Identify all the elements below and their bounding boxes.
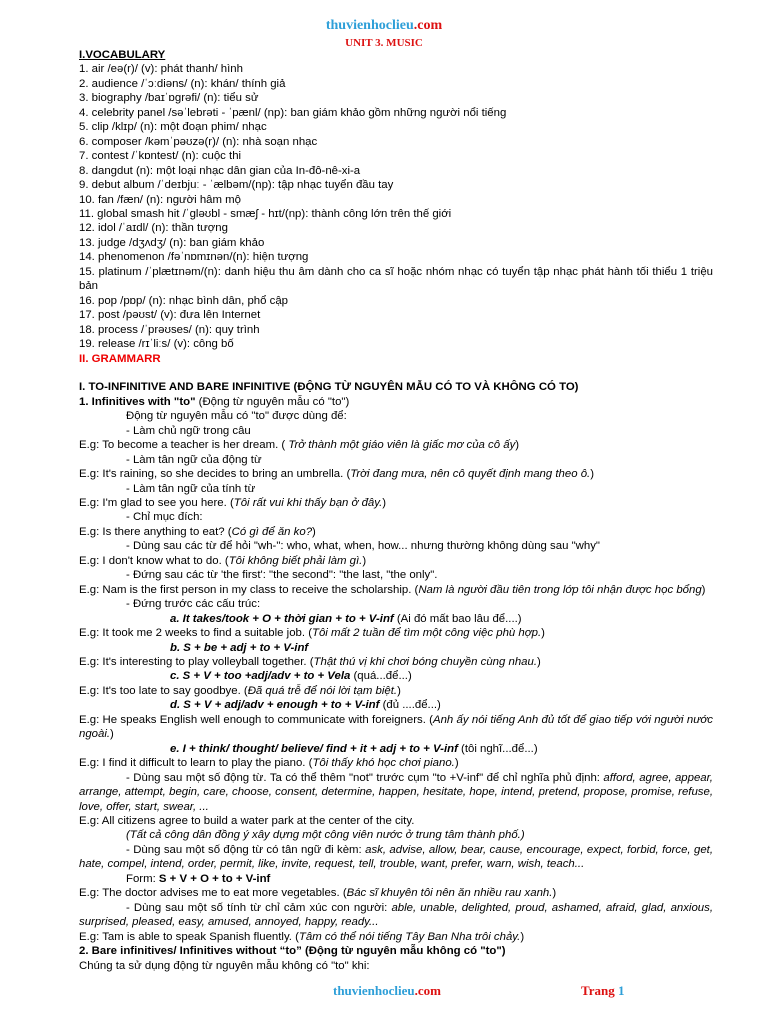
example-vi: (Tất cả công dân đồng ý xây dựng một công viên nước ở trung tâm thành phố.) <box>126 829 525 842</box>
example: E.g: The doctor advises me to eat more vegetables. (Bác sĩ khuyên tôi nên ăn nhiều rau xanh.) <box>79 887 557 900</box>
vocabulary-item: 16. pop /pɒp/ (n): nhạc bình dân, phổ cập <box>79 294 288 307</box>
formula-c <box>79 669 713 683</box>
example-en: E.g: To become a teacher is her dream. ( <box>79 439 286 452</box>
example-vi: Thật thú vị khi chơi bóng chuyền cùng nhau. <box>313 656 537 669</box>
example-vi: Tôi mất 2 tuần để tìm một công việc phù hợp. <box>312 627 542 640</box>
footer-site-name[interactable] <box>333 983 441 999</box>
usage-text: - Dùng sau một số tính từ chỉ cảm xúc con người: <box>126 901 392 914</box>
footer-site-name-tld: .com <box>414 983 441 998</box>
form-label: Form: <box>126 872 159 885</box>
example-en: E.g: I'm glad to see you here. ( <box>79 497 234 510</box>
document-body <box>79 48 713 973</box>
vocabulary-item: 3. biography /baɪˈɒgrəfi/ (n): tiểu sử <box>79 92 259 105</box>
example-en: E.g: He speaks English well enough to communicate with foreigners. ( <box>79 713 433 726</box>
example: E.g: I find it difficult to learn to play the piano. (Tôi thấy khó học chơi piano.) <box>79 757 459 770</box>
vocabulary-list <box>79 62 713 351</box>
example: E.g: He speaks English well enough to communicate with foreigners. (Anh ấy nói tiếng Anh đủ tốt để giao tiếp với người nước ngoài.) <box>79 713 714 741</box>
example-vi: Anh ấy nói tiếng Anh đủ tốt để giao tiếp với người nước ngoài. <box>79 713 714 741</box>
vocabulary-item: 14. phenomenon /fəˈnɒmɪnən/(n): hiện tượng <box>79 251 309 264</box>
example-vi: Bác sĩ khuyên tôi nên ăn nhiều rau xanh. <box>346 887 553 900</box>
vocabulary-item: 7. contest /ˈkɒntest/ (n): cuộc thi <box>79 150 242 163</box>
example-vi: Tâm có thể nói tiếng Tây Ban Nha trôi chảy. <box>298 930 521 943</box>
formula-note: (quá...để...) <box>350 670 412 683</box>
section-title: I. TO-INFINITIVE AND BARE INFINITIVE (ĐỘNG TỪ NGUYÊN MẪU CÓ TO VÀ KHÔNG CÓ TO) <box>79 381 579 394</box>
subsection-title-note: (Động từ nguyên mẫu có "to") <box>195 395 350 408</box>
example: E.g: Tam is able to speak Spanish fluently. (Tâm có thể nói tiếng Tây Ban Nha trôi chảy.) <box>79 930 525 943</box>
example-vi: Có gì để ăn ko? <box>231 525 313 538</box>
footer-site-name-main: thuvienhoclieu <box>333 983 415 998</box>
formula-d <box>79 698 713 712</box>
formula-note: (tôi nghĩ...để...) <box>457 742 538 755</box>
example-en: E.g: I don't know what to do. ( <box>79 554 229 567</box>
vocabulary-item: 1. air /eə(r)/ (v): phát thanh/ hình <box>79 63 243 76</box>
example-en: E.g: It's raining, so she decides to bring an umbrella. ( <box>79 468 351 481</box>
formula-text: a. It takes/took + O + thời gian + to + V-inf <box>170 612 394 625</box>
subsection-title-text: 1. Infinitives with "to" <box>79 395 196 408</box>
usage-item: - Làm tân ngữ của tính từ <box>126 482 256 495</box>
example-vi: Đã quá trễ để nói lời tạm biệt. <box>247 684 398 697</box>
example-vi: Tôi không biết phải làm gì. <box>228 554 363 567</box>
example-en: E.g: Nam is the first person in my class to receive the scholarship. ( <box>79 583 419 596</box>
example: E.g: Is there anything to eat? (Có gì để ăn ko?) <box>79 525 316 538</box>
usage-item: - Đứng sau các từ 'the first': "the second": "the last, "the only". <box>126 569 438 582</box>
unit-title: UNIT 3. MUSIC <box>345 37 423 49</box>
example-vi: Trời đang mưa, nên cô quyết định mang theo ô. <box>350 468 591 481</box>
example-en: E.g: All citizens agree to build a water park at the center of the city. <box>79 815 415 827</box>
vocabulary-item: 2. audience /ˈɔːdiəns/ (n): khán/ thính giả <box>79 77 286 90</box>
example-en: E.g: It's too late to say goodbye. ( <box>79 684 248 697</box>
vocabulary-item: 6. composer /kəmˈpəʊzə(r)/ (n): nhà soạn nhạc <box>79 135 318 148</box>
example-vi: Tôi rất vui khi thấy bạn ở đây. <box>233 497 383 510</box>
vocabulary-item: 10. fan /fæn/ (n): người hâm mộ <box>79 193 241 206</box>
example-vi: Tôi thấy khó học chơi piano. <box>312 757 455 770</box>
formula-note: (Ai đó mất bao lâu để....) <box>393 612 522 625</box>
header-site-name-main: thuvienhoclieu <box>325 18 414 33</box>
intro-text: Động từ nguyên mẫu có "to" được dùng để: <box>126 410 347 423</box>
example: E.g: It's raining, so she decides to bring an umbrella. (Trời đang mưa, nên cô quyết định mang theo ô.) <box>79 468 595 481</box>
spacer <box>79 366 713 380</box>
example-en: E.g: Is there anything to eat? ( <box>79 525 232 538</box>
example-en: E.g: The doctor advises me to eat more vegetables. ( <box>79 887 347 900</box>
example-en: E.g: Tam is able to speak Spanish fluently. ( <box>79 930 299 943</box>
example: E.g: I don't know what to do. (Tôi không biết phải làm gì.) <box>79 554 367 567</box>
vocabulary-item: 12. idol /ˈaɪdl/ (n): thần tượng <box>79 222 228 235</box>
form-text: S + V + O + to + V-inf <box>158 872 271 885</box>
vocabulary-item: 9. debut album /ˈdeɪbjuː - ˈælbəm/(np): tập nhạc tuyển đầu tay <box>79 179 394 192</box>
vocabulary-item: 8. dangdut (n): một loại nhạc dân gian của In-đô-nê-xi-a <box>79 164 361 177</box>
example-en: E.g: It's interesting to play volleyball together. ( <box>79 656 314 669</box>
verb-list: ask, advise, allow, bear, cause, encourage, expect, forbid, force, get, hate, compel, intend, order, permit, like, invite, request, tell, trouble, want, prefer, warn, wish, teach... <box>79 843 713 871</box>
formula-text: d. S + V + adj/adv + enough + to + V-inf <box>170 699 380 712</box>
usage-item: - Chỉ mục đích: <box>126 511 203 524</box>
usage-text: - Dùng sau một số động từ. Ta có thể thêm "not" trước cụm "to +V-inf" để chỉ nghĩa phủ định: <box>126 771 604 784</box>
usage-item: - Làm tân ngữ của động từ <box>126 453 262 466</box>
usage-item <box>79 901 713 930</box>
example: E.g: Nam is the first person in my class to receive the scholarship. (Nam là người đầu tiên trong lớp tôi nhận được học bổng) <box>79 583 706 596</box>
formula-note: (đủ ....để...) <box>379 699 441 712</box>
verb-list: afford, agree, appear, arrange, attempt, begin, care, choose, consent, determine, happen, hesitate, hope, intend, pretend, propose, promise, refuse, love, offer, start, swear, ... <box>79 771 713 813</box>
usage-item: - Dùng sau các từ để hỏi "wh-": who, what, when, how... nhưng thường không dùng sau "why" <box>126 540 600 553</box>
vocabulary-item: 17. post /pəʊst/ (v): đưa lên Internet <box>79 309 261 322</box>
intro-text: Chúng ta sử dụng động từ nguyên mẫu không có "to" khi: <box>79 959 370 972</box>
usage-item <box>79 843 713 872</box>
formula-b: b. S + be + adj + to + V-inf <box>170 641 309 654</box>
example: E.g: It's too late to say goodbye. (Đã quá trễ để nói lời tạm biệt.) <box>79 684 401 697</box>
header-site-name-tld: .com <box>413 18 443 33</box>
vocabulary-item: 5. clip /klɪp/ (n): một đoạn phim/ nhạc <box>79 121 267 134</box>
subsection-title: 2. Bare infinitives/ Infinitives without “to” (Động từ nguyên mẫu không có "to") <box>79 945 506 958</box>
vocabulary-item: 4. celebrity panel /səˈlebrəti - ˈpænl/ (np): ban giám khảo gồm những người nổi tiếng <box>79 106 507 119</box>
example-vi: Trở thành một giáo viên là giấc mơ của cô ấy <box>285 439 516 452</box>
example-en: E.g: I find it difficult to learn to play the piano. ( <box>79 757 313 770</box>
page-label: Trang <box>581 983 618 998</box>
vocabulary-item: 15. platinum /ˈplætɪnəm/(n): danh hiệu thu âm dành cho ca sĩ hoặc nhóm nhạc có tuyển tập nhạc phát hành tối thiểu 1 triệu bản <box>79 265 713 293</box>
example: E.g: It took me 2 weeks to find a suitable job. (Tôi mất 2 tuần để tìm một công việc phù hợp.) <box>79 627 545 640</box>
formula-e <box>79 742 713 756</box>
formula-a <box>79 612 713 626</box>
vocabulary-item: 11. global smash hit /ˈgləʊbl - smæʃ - hɪt/(np): thành công lớn trên thế giới <box>79 207 452 220</box>
example: E.g: I'm glad to see you here. (Tôi rất vui khi thấy bạn ở đây.) <box>79 497 387 510</box>
page-number <box>581 983 624 999</box>
example-en: E.g: It took me 2 weeks to find a suitable job. ( <box>79 627 312 640</box>
usage-item <box>79 771 713 814</box>
usage-text: - Dùng sau một số động từ có tân ngữ đi kèm: <box>126 843 366 856</box>
vocabulary-item: 18. process /ˈprəʊses/ (n): quy trình <box>79 323 260 336</box>
example: E.g: To become a teacher is her dream. ( Trở thành một giáo viên là giấc mơ của cô ấy) <box>79 439 520 452</box>
usage-item: - Làm chủ ngữ trong câu <box>126 424 251 437</box>
example: E.g: It's interesting to play volleyball together. (Thật thú vị khi chơi bóng chuyền cùng nhau.) <box>79 656 541 669</box>
form-line <box>79 872 713 886</box>
header-site-name[interactable] <box>0 18 768 34</box>
subsection-title <box>79 395 713 409</box>
formula-text: e. I + think/ thought/ believe/ find + it + adj + to + V-inf <box>170 742 458 755</box>
grammar-heading: II. GRAMMARR <box>79 352 161 365</box>
vocabulary-item: 19. release /rɪˈliːs/ (v): công bố <box>79 338 234 351</box>
formula-text: c. S + V + too +adj/adv + to + Vela <box>170 670 351 683</box>
example-vi: Nam là người đầu tiên trong lớp tôi nhận được học bổng <box>418 583 702 596</box>
page-number-value: 1 <box>617 983 625 998</box>
adjective-list: able, unable, delighted, proud, ashamed, afraid, glad, anxious, surprised, pleased, easy, amused, annoyed, happy, ready... <box>79 901 713 929</box>
vocabulary-heading: I.VOCABULARY <box>79 49 166 61</box>
vocabulary-item: 13. judge /dʒʌdʒ/ (n): ban giám khảo <box>79 236 265 249</box>
usage-item: - Đứng trước các cấu trúc: <box>126 598 261 611</box>
